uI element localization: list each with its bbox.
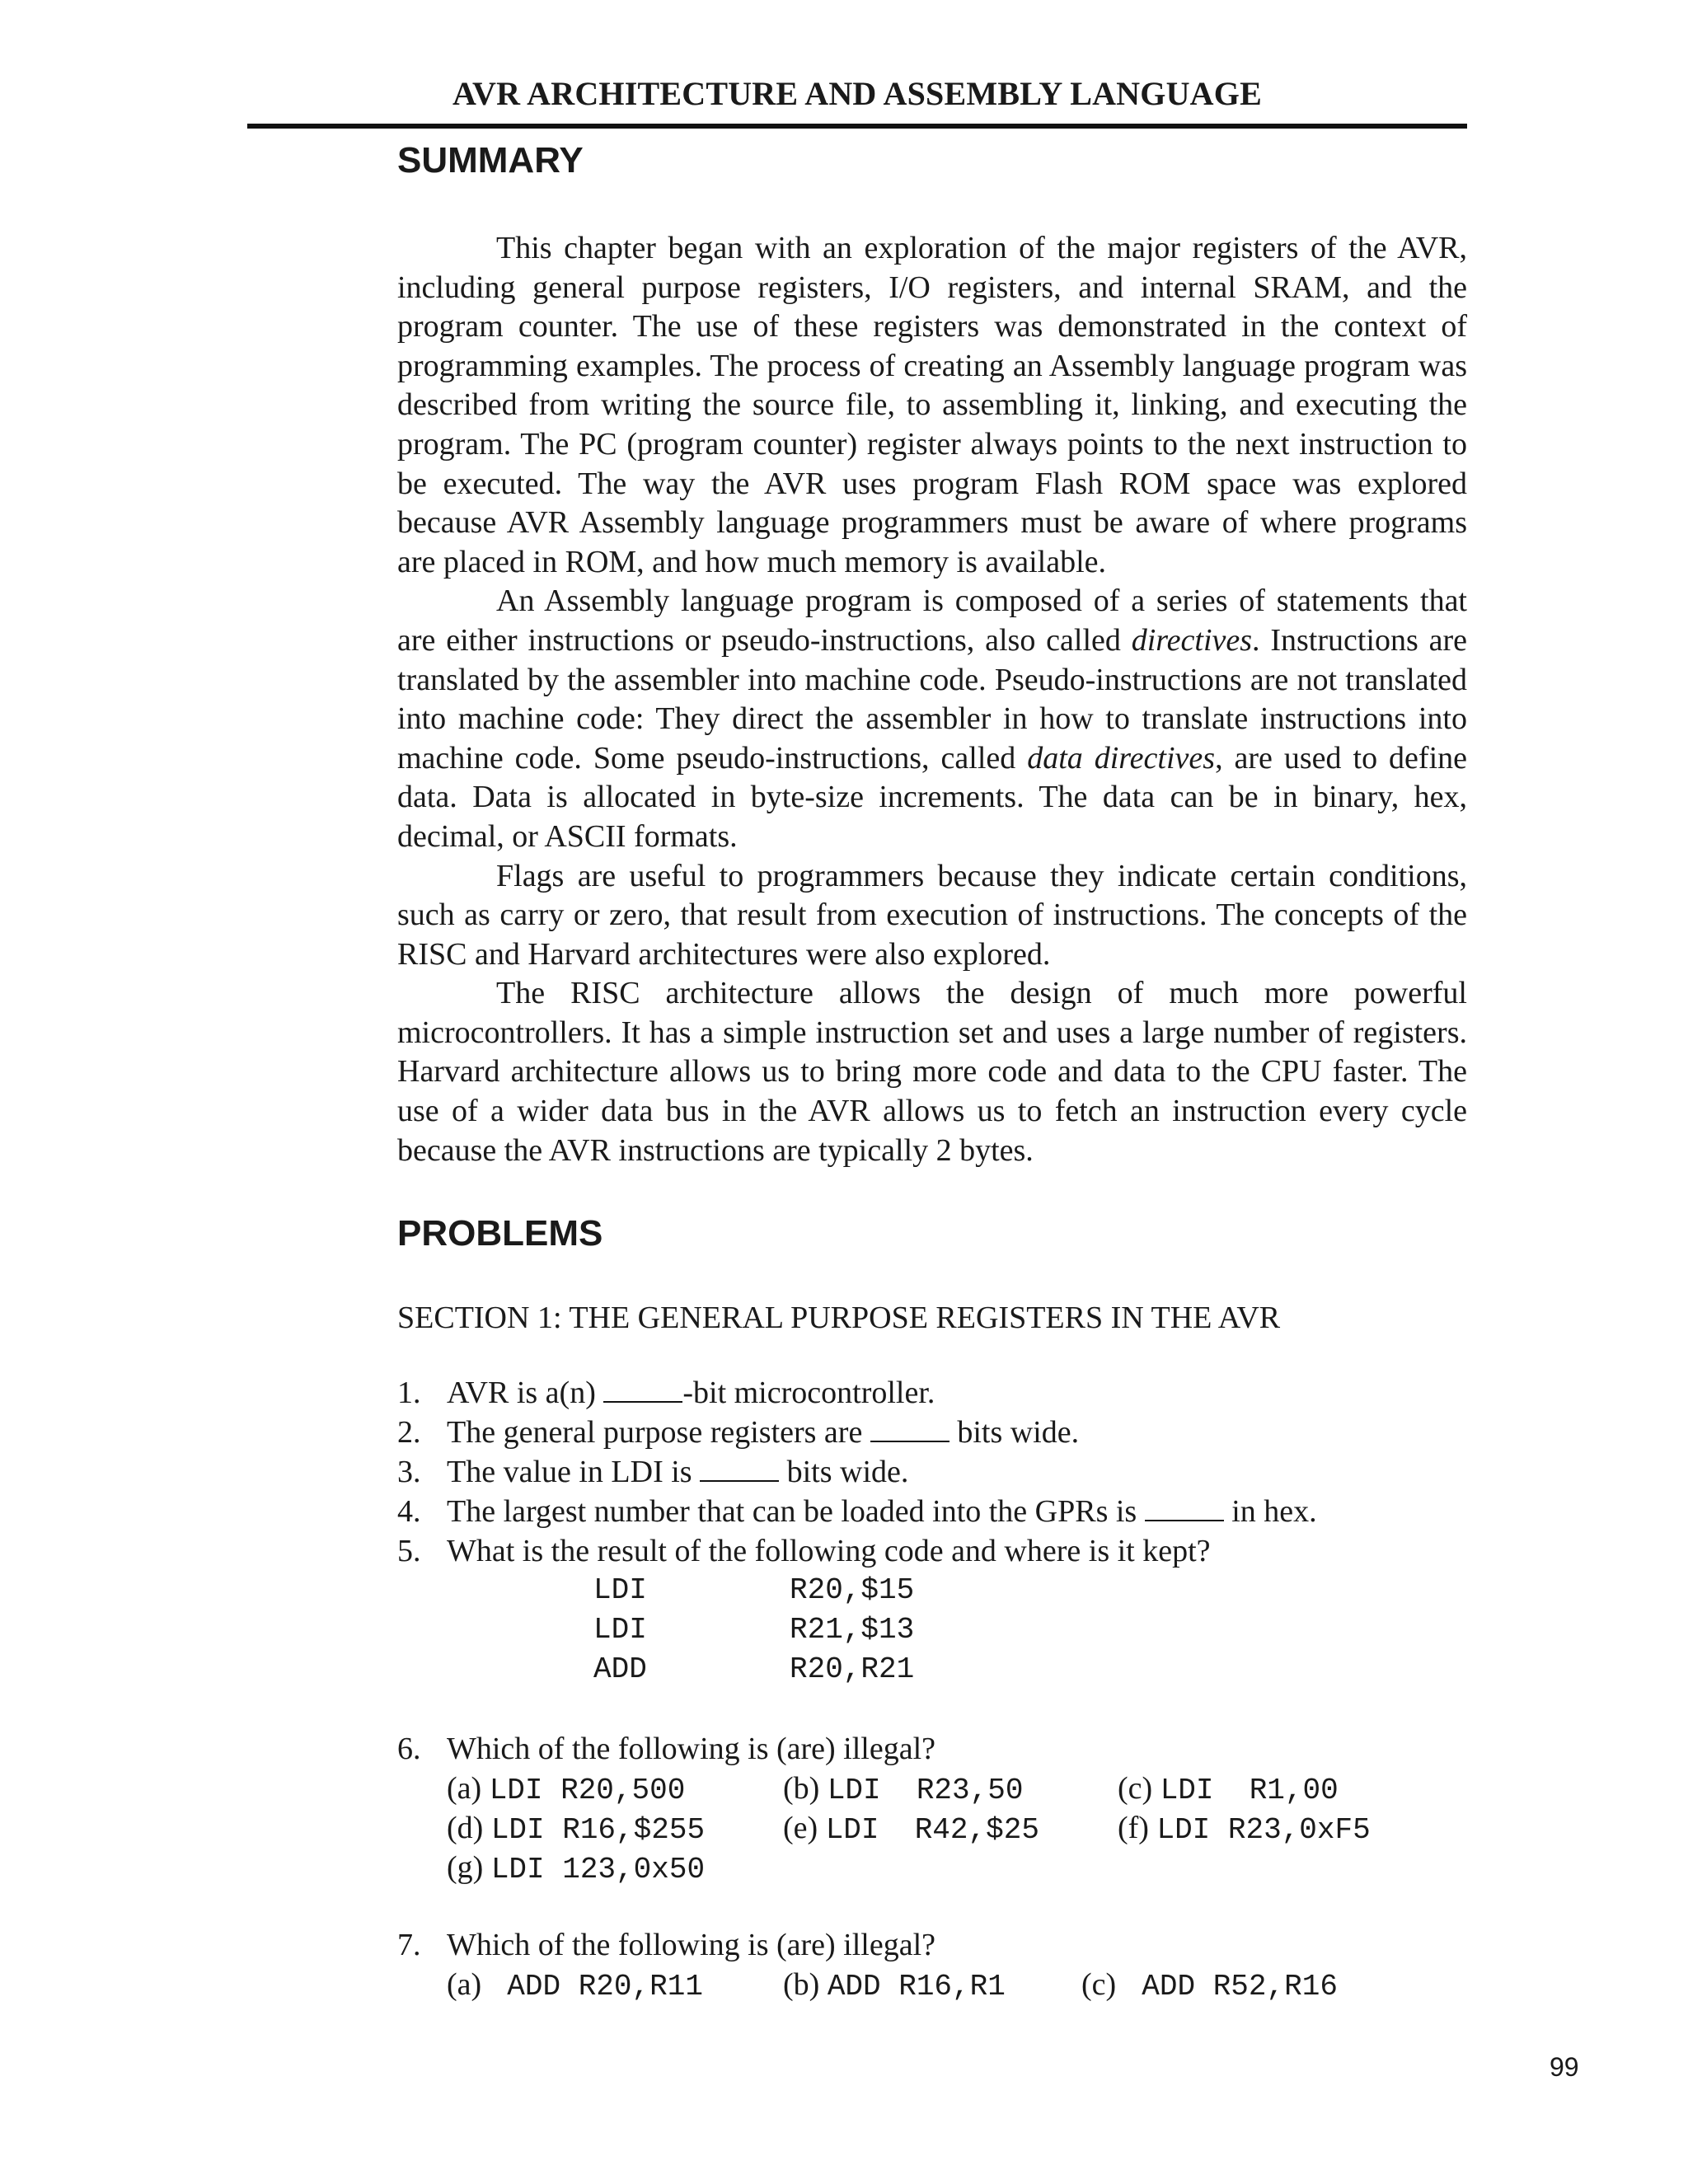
question-6: 6. Which of the following is (are) illegal? [397,1732,936,1766]
option-7b: (b) ADD R16,R1 [783,1967,1006,2004]
answer-blank [870,1414,950,1442]
summary-body [397,229,1467,1170]
code-operands: R21,$13 [790,1613,915,1647]
summary-paragraph: An Assembly language program is composed of a series of statements that are either instructions or pseudo-instructions, also called directives. Instructions are translated by the assembler into machine code. Pseudo-instructions are not translated into machine code: They direct the assembler in how to translate instructions into machine code. Some pseudo-instructions, called data directives, are used to define data. Data is allocated in byte-size increments. The data can be in binary, hex, decimal, or ASCII formats. [397,583,1467,854]
summary-paragraph: This chapter began with an exploration of the major registers of the AVR, including general purpose registers, I/O registers, and internal SRAM, and the program counter. The use of these registers was demonstrated in the context of programming examples. The process of creating an Assembly language program was described from writing the source file, to assembling it, linking, and executing the program. The PC (program counter) register always points to the next instruction to be executed. The way the AVR uses program Flash ROM space was explored because AVR Assembly language programmers must be aware of where programs are placed in ROM, and how much memory is available. [397,231,1467,579]
code-opcode: ADD [593,1652,647,1686]
option-6e: (e) LDI R42,$25 [783,1811,1039,1847]
summary-paragraph: The RISC architecture allows the design of much more powerful microcontrollers. It has a simple instruction set and uses a large number of registers. Harvard architecture allows us to bring more code and data to the CPU faster. The use of a wider data bus in the AVR allows us to fetch an instruction every cycle because the AVR instructions are typically 2 bytes. [397,976,1467,1168]
option-7a: (a) ADD R20,R11 [447,1967,703,2004]
section-1-heading: SECTION 1: THE GENERAL PURPOSE REGISTERS IN THE AVR [397,1301,1281,1335]
option-7c: (c) ADD R52,R16 [1081,1967,1338,2004]
option-6g: (g) LDI 123,0x50 [447,1850,706,1886]
summary-heading: SUMMARY [397,140,584,180]
option-6c: (c) LDI R1,00 [1118,1771,1339,1807]
option-6f: (f) LDI R23,0xF5 [1118,1811,1371,1847]
question-2: 2. The general purpose registers are bits wide. [397,1415,1080,1450]
page-number: 99 [1550,2052,1579,2082]
code-opcode: LDI [593,1613,647,1647]
option-6a: (a) LDI R20,500 [447,1771,686,1807]
question-3: 3. The value in LDI is bits wide. [397,1455,909,1489]
question-5: 5. What is the result of the following code and where is it kept? [397,1534,1211,1568]
answer-blank [1145,1493,1224,1521]
option-6b: (b) LDI R23,50 [783,1771,1024,1807]
question-1: 1. AVR is a(n) -bit microcontroller. [397,1376,935,1410]
answer-blank [603,1375,682,1403]
problems-heading: PROBLEMS [397,1213,603,1254]
answer-blank [700,1454,779,1482]
question-4: 4. The largest number that can be loaded into the GPRs is in hex. [397,1494,1317,1529]
option-6d: (d) LDI R16,$255 [447,1811,706,1847]
code-operands: R20,R21 [790,1652,915,1686]
code-opcode: LDI [593,1573,647,1607]
header-rule [247,124,1467,129]
running-head: AVR ARCHITECTURE AND ASSEMBLY LANGUAGE [452,75,1262,112]
summary-paragraph: Flags are useful to programmers because they indicate certain conditions, such as carry or zero, that result from execution of instructions. The concepts of the RISC and Harvard architectures were also explored. [397,858,1467,972]
question-7: 7. Which of the following is (are) illegal? [397,1928,936,1962]
code-operands: R20,$15 [790,1573,915,1607]
